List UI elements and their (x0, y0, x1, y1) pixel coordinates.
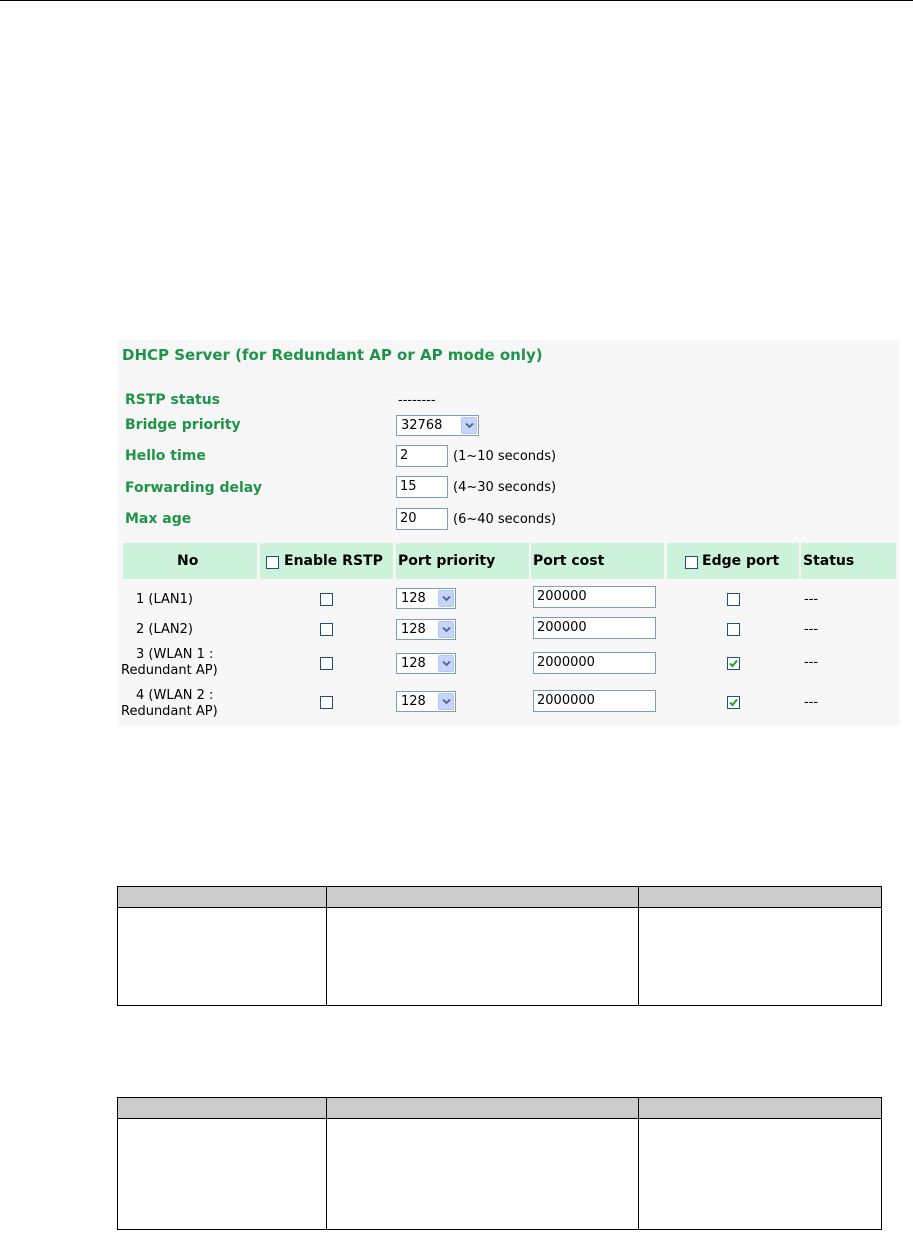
max-age-input[interactable]: 20 (396, 508, 448, 530)
bridge-priority-label: Bridge priority (125, 417, 241, 433)
doc-table-2-header (118, 1098, 881, 1119)
chevron-down-icon[interactable] (438, 621, 454, 638)
row-2-enable-checkbox[interactable] (320, 623, 333, 636)
doc-table-2-divider-2 (638, 1098, 639, 1229)
row-3-edge-checkbox[interactable] (727, 657, 740, 670)
chevron-down-icon[interactable] (461, 417, 477, 434)
hello-time-hint: (1~10 seconds) (453, 449, 557, 464)
bridge-priority-selected-value: 32768 (401, 418, 443, 433)
row-2-no: 2 (LAN2) (136, 622, 193, 637)
row-4-enable-checkbox[interactable] (320, 696, 333, 709)
row-3-no-line1: 3 (WLAN 1 : (136, 647, 214, 662)
row-2-priority-value: 128 (401, 622, 426, 637)
row-3-no-line2: Redundant AP) (121, 663, 218, 678)
doc-table-1-divider-2 (638, 887, 639, 1005)
rstp-status-label: RSTP status (125, 392, 221, 408)
header-no: No (123, 543, 257, 579)
row-4-priority-value: 128 (401, 694, 426, 709)
edge-port-all-checkbox[interactable] (685, 556, 698, 569)
row-1-cost-input[interactable]: 200000 (533, 586, 656, 608)
row-3-priority-select[interactable] (396, 653, 456, 674)
forwarding-delay-label: Forwarding delay (125, 480, 262, 496)
doc-table-1-divider-1 (326, 887, 327, 1005)
rstp-settings-panel (118, 340, 900, 726)
doc-table-1 (117, 886, 882, 1006)
row-1-no: 1 (LAN1) (136, 592, 193, 607)
row-1-edge-checkbox[interactable] (727, 593, 740, 606)
row-3-priority-value: 128 (401, 656, 426, 671)
row-2-cost-input[interactable]: 200000 (533, 617, 656, 639)
row-3-status: --- (804, 655, 819, 670)
row-4-no-line2: Redundant AP) (121, 704, 218, 719)
chevron-down-icon[interactable] (438, 693, 454, 710)
row-4-priority-select[interactable] (396, 691, 456, 712)
header-status: Status (801, 543, 896, 579)
row-4-status: --- (804, 695, 819, 710)
forwarding-delay-hint: (4~30 seconds) (453, 480, 557, 495)
doc-table-2 (117, 1097, 882, 1230)
chevron-down-icon[interactable] (438, 655, 454, 672)
row-2-priority-select[interactable] (396, 619, 456, 640)
panel-title: DHCP Server (for Redundant AP or AP mode only) (122, 346, 543, 364)
row-4-edge-checkbox[interactable] (727, 696, 740, 709)
rstp-status-value: -------- (398, 393, 436, 408)
hello-time-input[interactable]: 2 (396, 445, 448, 467)
doc-table-2-divider-1 (326, 1098, 327, 1229)
header-edge-port: Edge port (667, 543, 799, 579)
row-3-enable-checkbox[interactable] (320, 657, 333, 670)
forwarding-delay-input[interactable]: 15 (396, 476, 448, 498)
header-enable-rstp: Enable RSTP (260, 543, 393, 579)
check-icon (729, 698, 738, 707)
check-icon (729, 659, 738, 668)
row-2-edge-checkbox[interactable] (727, 623, 740, 636)
row-4-no-line1: 4 (WLAN 2 : (136, 688, 214, 703)
enable-rstp-all-checkbox[interactable] (266, 556, 279, 569)
page-top-rule (0, 0, 913, 1)
max-age-hint: (6~40 seconds) (453, 512, 557, 527)
header-port-cost: Port cost (531, 543, 664, 579)
chevron-down-icon[interactable] (438, 590, 454, 607)
max-age-label: Max age (125, 511, 192, 527)
bridge-priority-select[interactable] (396, 415, 479, 436)
row-2-status: --- (804, 622, 819, 637)
row-4-cost-input[interactable]: 2000000 (533, 690, 656, 712)
row-1-priority-value: 128 (401, 591, 426, 606)
header-port-priority: Port priority (396, 543, 529, 579)
row-1-status: --- (804, 592, 819, 607)
hello-time-label: Hello time (125, 448, 206, 464)
row-1-enable-checkbox[interactable] (320, 593, 333, 606)
doc-table-1-header (118, 887, 881, 908)
row-1-priority-select[interactable] (396, 588, 456, 609)
row-3-cost-input[interactable]: 2000000 (533, 652, 656, 674)
